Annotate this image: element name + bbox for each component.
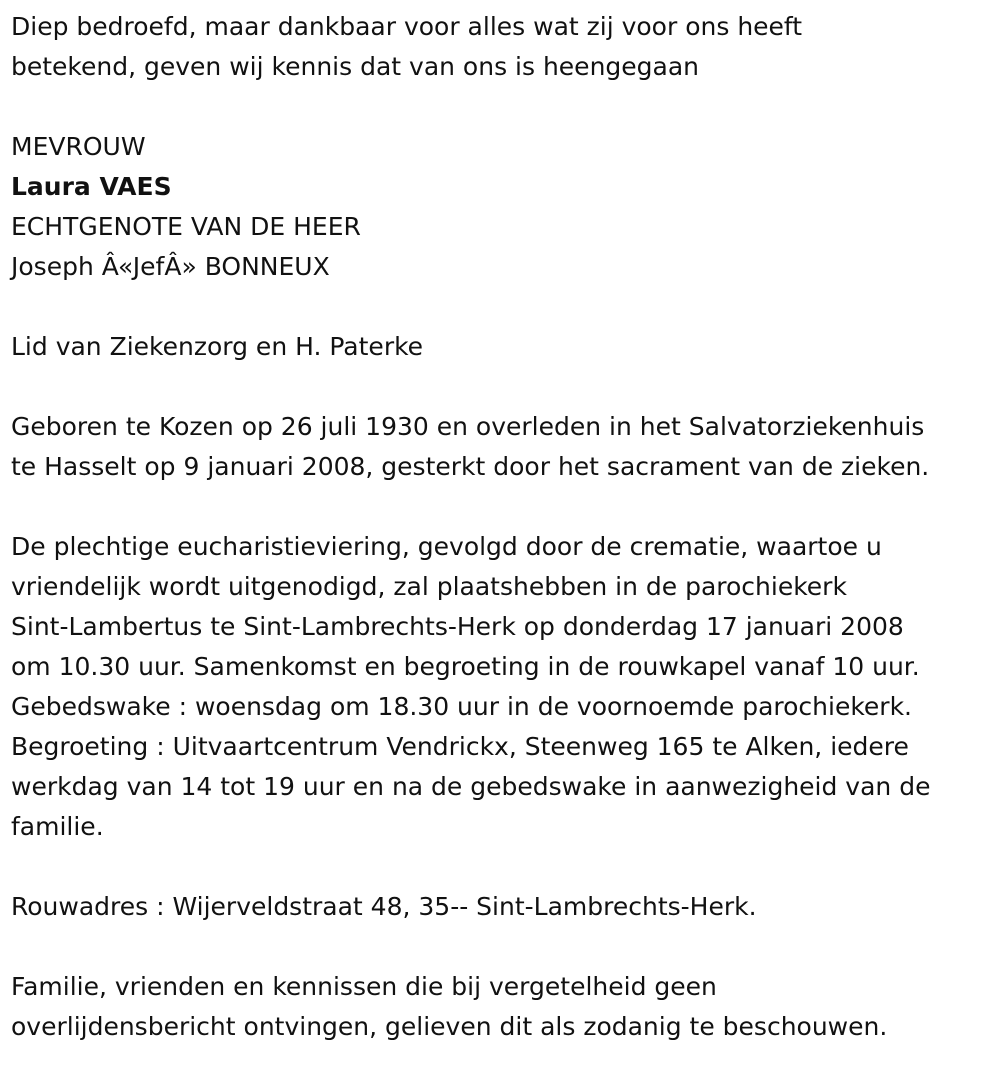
text-line: Begroeting : Uitvaartcentrum Vendrickx, Steenweg 165 te Alken, iedere: [11, 732, 909, 761]
deceased-block: [11, 127, 996, 287]
ceremony-paragraph: [11, 527, 996, 847]
mourning-address: Rouwadres : Wijerveldstraat 48, 35-- Sint-Lambrechts-Herk.: [11, 892, 757, 921]
text-line: Familie, vrienden en kennissen die bij vergetelheid geen: [11, 972, 717, 1001]
intro-paragraph: [11, 7, 996, 87]
text-line: werkdag van 14 tot 19 uur en na de gebedswake in aanwezigheid van de: [11, 772, 931, 801]
relation-label: ECHTGENOTE VAN DE HEER: [11, 212, 361, 241]
text-line: Diep bedroefd, maar dankbaar voor alles wat zij voor ons heeft: [11, 12, 803, 41]
text-line: overlijdensbericht ontvingen, gelieven dit als zodanig te beschouwen.: [11, 1012, 888, 1041]
birth-death-paragraph: [11, 407, 996, 487]
text-line: familie.: [11, 812, 104, 841]
text-line: betekend, geven wij kennis dat van ons is heengegaan: [11, 52, 700, 81]
text-line: Geboren te Kozen op 26 juli 1930 en overleden in het Salvatorziekenhuis: [11, 412, 925, 441]
text-line: Gebedswake : woensdag om 18.30 uur in de voornoemde parochiekerk.: [11, 692, 913, 721]
text-line: Sint-Lambertus te Sint-Lambrechts-Herk op donderdag 17 januari 2008: [11, 612, 904, 641]
text-line: De plechtige eucharistieviering, gevolgd door de crematie, waartoe u: [11, 532, 882, 561]
spouse-name: Joseph Â«JefÂ» BONNEUX: [11, 252, 330, 281]
text-line: te Hasselt op 9 januari 2008, gesterkt door het sacrament van de zieken.: [11, 452, 930, 481]
deceased-name: Laura VAES: [11, 172, 172, 201]
obituary-notice: [11, 7, 996, 1047]
closing-paragraph: [11, 967, 996, 1047]
membership-line: Lid van Ziekenzorg en H. Paterke: [11, 332, 424, 361]
honorific: MEVROUW: [11, 132, 146, 161]
text-line: om 10.30 uur. Samenkomst en begroeting in de rouwkapel vanaf 10 uur.: [11, 652, 920, 681]
text-line: vriendelijk wordt uitgenodigd, zal plaatshebben in de parochiekerk: [11, 572, 847, 601]
